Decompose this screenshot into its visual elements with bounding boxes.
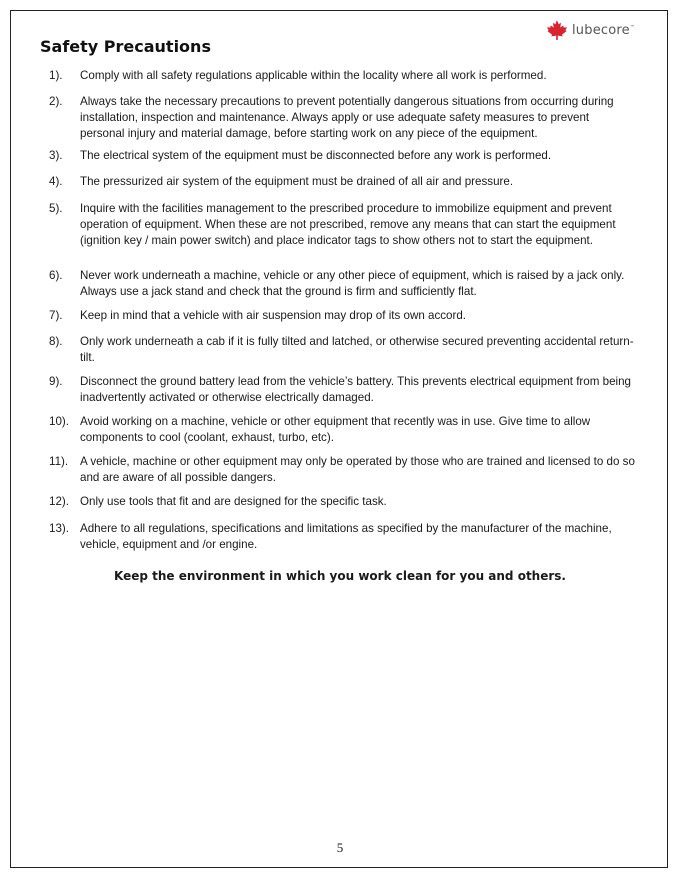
item-text: Inquire with the facilities management to the prescribed procedure to immobilize equipment and prevent operation of equipment. When these are not prescribed, remove any means that can start the equipment (ignition key / main power switch) and place indicator tags to show others not to start the equipment.: [80, 202, 616, 247]
item-number: 7).: [49, 309, 63, 322]
page-number: 5: [336, 840, 344, 855]
lubecore-logo: [546, 18, 635, 42]
item-text: Only use tools that fit and are designed for the specific task.: [80, 495, 387, 508]
page-title: Safety Precautions: [40, 37, 211, 56]
item-number: 11).: [49, 455, 69, 468]
item-text: Adhere to all regulations, specifications and limitations as specified by the manufacturer of the machine, vehicle, equipment and /or engine.: [80, 522, 612, 551]
item-number: 5).: [49, 202, 63, 215]
item-text: A vehicle, machine or other equipment may only be operated by those who are trained and licensed to do so and are aware of all possible dangers.: [80, 455, 635, 484]
item-text: Keep in mind that a vehicle with air suspension may drop of its own accord.: [80, 309, 467, 322]
item-number: 8).: [49, 335, 63, 348]
item-text: Never work underneath a machine, vehicle or any other piece of equipment, which is raised by a jack only. Always use a jack stand and check that the ground is firm and sufficiently flat.: [80, 269, 625, 298]
item-text: The electrical system of the equipment must be disconnected before any work is performed.: [80, 149, 552, 162]
item-number: 13).: [49, 522, 69, 535]
item-text: Disconnect the ground battery lead from the vehicle’s battery. This prevents electrical equipment from being inadvertently activated or otherwise electrically damaged.: [80, 375, 631, 404]
item-number: 9).: [49, 375, 63, 388]
item-number: 12).: [49, 495, 69, 508]
item-number: 4).: [49, 175, 63, 188]
logo-text: lubecore™: [572, 22, 636, 38]
closing-note: Keep the environment in which you work clean for you and others.: [114, 569, 566, 583]
item-number: 3).: [49, 149, 63, 162]
item-text: Comply with all safety regulations applicable within the locality where all work is performed.: [80, 69, 547, 82]
item-text: Avoid working on a machine, vehicle or other equipment that recently was in use. Give time to allow components to cool (coolant, exhaust, turbo, etc).: [80, 415, 591, 444]
item-text: Always take the necessary precautions to prevent potentially dangerous situations from occurring during installation, inspection and maintenance. Always apply or use adequate safety measures to prevent personal injury and material damage, before starting work on any piece of the equipment.: [80, 95, 614, 140]
item-number: 2).: [49, 95, 63, 108]
item-number: 1).: [49, 69, 63, 82]
item-text: The pressurized air system of the equipment must be drained of all air and pressure.: [80, 175, 514, 188]
item-number: 10).: [49, 415, 69, 428]
maple-leaf-icon: [546, 19, 568, 41]
item-text: Only work underneath a cab if it is fully tilted and latched, or otherwise secured preventing accidental return-tilt.: [80, 335, 634, 364]
item-number: 6).: [49, 269, 63, 282]
